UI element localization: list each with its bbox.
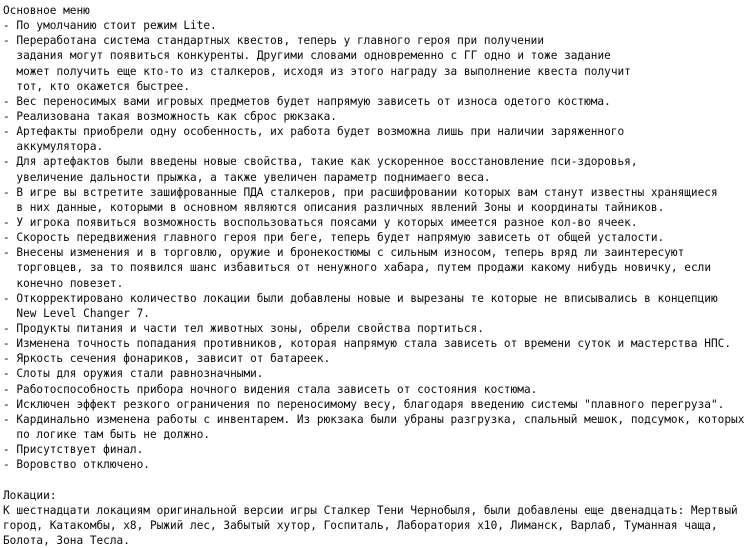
bullet-continuation-line: задания могут появиться конкуренты. Другими словами одновременно с ГГ одно и тоже задание (16, 49, 611, 63)
bullet-line: - Изменена точность попадания противников, которая напрямую стала зависеть от времени суток и мастерства НПС. (3, 337, 732, 351)
bullet-line: - Работоспособность прибора ночного видения стала зависеть от состояния костюма. (3, 382, 538, 396)
bullet-line: - Яркость сечения фонариков, зависит от батареек. (3, 352, 331, 366)
bullet-line: - Воровство отключено. (3, 458, 150, 472)
bullet-line: - Присутствует финал. (3, 443, 144, 457)
bullet-continuation-line: в них данные, которыми в основном являются описания различных явлений Зоны и координаты тайников. (16, 200, 665, 214)
bullet-line: - Артефакты приобрели одну особенность, их работа будет возможна лишь при наличии заряженного (3, 125, 625, 139)
bullet-line: - Внесены изменения и в торговлю, оружие и бронекостюмы с сильным износом, теперь вряд ли заинтересуют (3, 246, 685, 260)
bullet-line: - Реализована такая возможность как сброс рюкзака. (3, 109, 337, 123)
bullet-continuation-line: аккумулятора. (16, 140, 104, 154)
bullet-line: - Слоты для оружия стали равнозначными. (3, 367, 264, 381)
bullet-continuation-line: торговцев, за то появился шанс избавиться от ненужного хабара, путем продажи какому нибудь новичку, если (16, 261, 712, 275)
bullet-line: - Кардинально изменена работы с инвентарем. Из рюкзака были убраны разгрузка, спальный мешок, подсумок, которых (3, 412, 745, 426)
paragraph-line: Болота, Зона Тесла. (3, 533, 130, 547)
paragraph-line: К шестнадцати локациям оригинальной версии игры Сталкер Тени Чернобыля, были добавлены еще двенадцать: Мертвый (3, 503, 738, 517)
bullet-continuation-line: конечно повезет. (16, 276, 124, 290)
bullet-continuation-line: может получить еще кто-то из сталкеров, исходя из этого награду за выполнение квеста получит (16, 64, 631, 78)
bullet-line: - Продукты питания и части тел животных зоны, обрели свойства портиться. (3, 321, 484, 335)
bullet-line: - Вес переносимых вами игровых предметов будет напрямую зависеть от износа одетого костюма. (3, 94, 611, 108)
bullet-line: - По умолчанию стоит режим Lite. (3, 19, 217, 33)
bullet-line: - В игре вы встретите зашифрованные ПДА сталкеров, при расшифровании которых вам станут известны хранящиеся (3, 185, 718, 199)
bullet-line: - У игрока появиться возможность воспользоваться поясами у которых имеется разное кол-во ячеек. (3, 215, 638, 229)
blank-line (3, 472, 748, 487)
section-heading: Основное меню (3, 4, 90, 17)
bullet-line: - Для артефактов были введены новые свойства, такие как ускоренное восстановление пси-здоровья, (3, 155, 638, 169)
section-heading: Локации: (3, 488, 57, 502)
bullet-continuation-line: увеличение дальности прыжка, а также увеличен параметр поднимаего веса. (16, 170, 491, 184)
bullet-line: - Откорректировано количество локации были добавлены новые и вырезаны те которые не вписывались в концепцию (3, 291, 718, 305)
bullet-line: - Переработана система стандартных квестов, теперь у главного героя при получении (3, 34, 544, 48)
bullet-line: - Скорость передвижения главного героя при беге, теперь будет напрямую зависеть от общей усталости. (3, 231, 665, 245)
bullet-continuation-line: по логике там быть не должно. (16, 427, 211, 441)
bullet-continuation-line: тот, кто окажется быстрее. (16, 79, 191, 93)
bullet-line: - Исключен эффект резкого ограничения по переносимому весу, благодаря введению системы "плавного перегруза". (3, 397, 725, 411)
bullet-continuation-line: New Level Changer 7. (16, 306, 150, 320)
paragraph-line: город, Катакомбы, х8, Рыжий лес, Забытый хутор, Госпиталь, Лаборатория х10, Лиманск, Варлаб, Туманная чаща, (3, 518, 718, 532)
